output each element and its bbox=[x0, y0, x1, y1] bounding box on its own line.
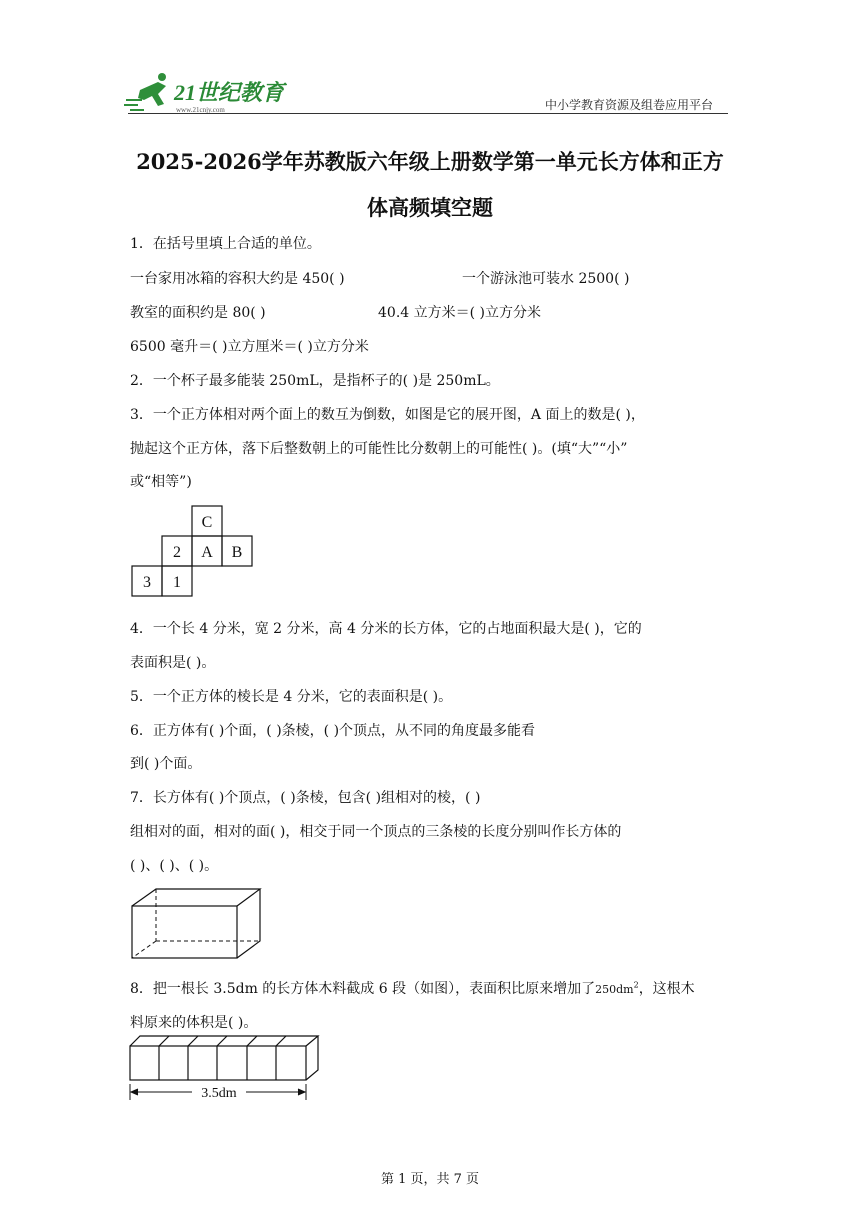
net-label-c: C bbox=[201, 514, 213, 531]
q4-line1: 4．一个长 4 分米，宽 2 分米，高 4 分米的长方体，它的占地面积最大是( )，它的 bbox=[130, 621, 642, 637]
page-title-line-2: 体高频填空题 bbox=[367, 195, 493, 220]
length-label: 3.5dm bbox=[201, 1086, 237, 1101]
cube-net-figure bbox=[130, 504, 260, 604]
net-label-3: 3 bbox=[143, 574, 151, 591]
q1-line1-right: 一个游泳池可装水 2500( ) bbox=[462, 271, 630, 287]
page-number: 第 1 页，共 7 页 bbox=[380, 1172, 480, 1187]
q1-line2-left: 教室的面积约是 80( ) bbox=[130, 305, 266, 321]
q8-line1-text: 8．把一根长 3.5dm 的长方体木料截成 6 段（如图），表面积比原来增加了 bbox=[130, 981, 596, 997]
net-label-b: B bbox=[231, 544, 243, 561]
q6-line1: 6．正方体有( )个面，( )条棱，( )个顶点，从不同的角度最多能看 bbox=[130, 723, 536, 739]
q8-area-exponent: 2 bbox=[633, 980, 639, 990]
q7-line3: ( )、( )、( )。 bbox=[130, 858, 219, 874]
platform-tagline: 中小学教育资源及组卷应用平台 bbox=[545, 98, 714, 112]
wood-top-face bbox=[130, 1036, 318, 1046]
site-logo bbox=[122, 70, 292, 114]
q3-line1: 3．一个正方体相对两个面上的数互为倒数，如图是它的展开图，A 面上的数是( )， bbox=[130, 407, 645, 423]
q8-line1-end: ，这根木 bbox=[638, 981, 695, 997]
net-label-a: A bbox=[201, 544, 213, 561]
cuboid-front-face bbox=[132, 906, 237, 958]
q5-stem: 5．一个正方体的棱长是 4 分米，它的表面积是( )。 bbox=[130, 689, 453, 705]
q3-line2: 抛起这个正方体，落下后整数朝上的可能性比分数朝上的可能性( )。(填“大”“小” bbox=[130, 441, 628, 457]
runner-logo-icon bbox=[124, 73, 166, 110]
net-label-1: 1 bbox=[173, 574, 181, 591]
net-label-2: 2 bbox=[173, 544, 181, 561]
wood-segments-figure bbox=[128, 1034, 324, 1110]
q7-line1: 7．长方体有( )个顶点，( )条棱，包含( )组相对的棱，( ) bbox=[130, 790, 481, 806]
wood-front-face bbox=[130, 1046, 306, 1080]
q8-line1 bbox=[130, 978, 695, 998]
q8-line2: 料原来的体积是( )。 bbox=[130, 1015, 258, 1031]
q3-line3: 或“相等”) bbox=[130, 474, 192, 490]
page-title-line-1: 2025-2026学年苏教版六年级上册数学第一单元长方体和正方 bbox=[136, 149, 724, 174]
q6-line2: 到( )个面。 bbox=[130, 756, 202, 772]
cuboid-right-face bbox=[237, 889, 260, 958]
q2-stem: 2．一个杯子最多能装 250mL，是指杯子的( )是 250mL。 bbox=[130, 373, 500, 389]
q7-line2: 组相对的面，相对的面( )，相交于同一个顶点的三条棱的长度分别叫作长方体的 bbox=[130, 824, 622, 840]
header-divider bbox=[128, 113, 728, 114]
q1-stem: 1．在括号里填上合适的单位。 bbox=[130, 236, 321, 252]
wood-end-face bbox=[306, 1036, 318, 1080]
q1-line2-right: 40.4 立方米＝( )立方分米 bbox=[378, 305, 541, 321]
q1-line3: 6500 毫升＝( )立方厘米＝( )立方分米 bbox=[130, 339, 369, 355]
cuboid-hidden-edges bbox=[132, 889, 260, 958]
wood-cut-lines bbox=[159, 1036, 286, 1080]
q1-line1-left: 一台家用冰箱的容积大约是 450( ) bbox=[130, 271, 345, 287]
logo-text: 21世纪教育 bbox=[174, 80, 285, 105]
q8-area-value: 250dm bbox=[595, 983, 634, 996]
cuboid-figure bbox=[130, 886, 265, 966]
logo-subtext: www.21cnjy.com bbox=[176, 106, 225, 114]
cuboid-top-face bbox=[132, 889, 260, 906]
q4-line2: 表面积是( )。 bbox=[130, 655, 216, 671]
